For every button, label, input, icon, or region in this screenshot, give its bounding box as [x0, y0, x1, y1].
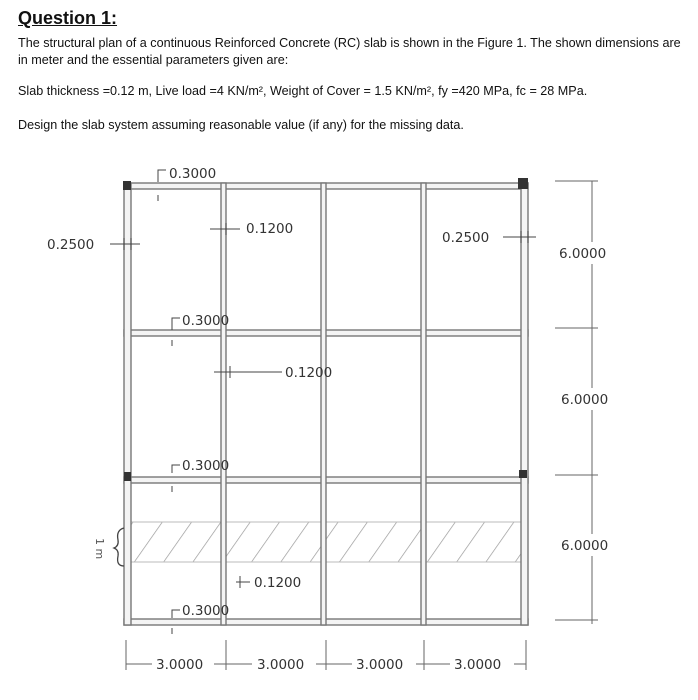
question-intro: The structural plan of a continuous Reinforced Concrete (RC) slab is shown in the Figure 1. The shown dimensions are in meter and the essential parameters given are: [18, 36, 681, 67]
span-dimension-x: 3.0000 [257, 657, 305, 673]
beam-col-3 [321, 183, 326, 625]
span-dimension-x: 3.0000 [156, 657, 204, 673]
column [519, 470, 527, 478]
span-dimension-y: 6.0000 [559, 246, 607, 262]
beam-col-1 [124, 183, 131, 625]
question-title: Question 1: [18, 8, 118, 28]
rib-width-label: 0.1200 [254, 575, 302, 591]
beam-col-2 [221, 183, 226, 625]
beam-width-label: 0.3000 [182, 313, 230, 329]
span-dimension-x: 3.0000 [454, 657, 502, 673]
strip-width-note: 1 m [93, 538, 106, 560]
beam-col-4 [421, 183, 426, 625]
beam-col-5 [521, 183, 528, 625]
question-parameters: Slab thickness =0.12 m, Live load =4 KN/m², Weight of Cover = 1.5 KN/m², fy =420 MPa, fc = 28 MPa. [18, 84, 588, 98]
span-dimension-x: 3.0000 [356, 657, 404, 673]
rib-width-label: 0.1200 [285, 365, 333, 381]
rib-width-label: 0.1200 [246, 221, 294, 237]
beam-width-label: 0.3000 [182, 603, 230, 619]
design-strip-hatch [130, 522, 525, 562]
span-dimension-y: 6.0000 [561, 538, 609, 554]
beam-width-label: 0.3000 [169, 166, 217, 182]
column-width-label-left: 0.2500 [47, 237, 95, 253]
column [123, 181, 131, 190]
column [518, 178, 528, 189]
beam-width-label: 0.3000 [182, 458, 230, 474]
span-dimension-y: 6.0000 [561, 392, 609, 408]
strip-bracket [114, 528, 124, 566]
question-design-task: Design the slab system assuming reasonable value (if any) for the missing data. [18, 118, 464, 132]
column-width-label-right: 0.2500 [442, 230, 490, 246]
column [124, 472, 131, 481]
